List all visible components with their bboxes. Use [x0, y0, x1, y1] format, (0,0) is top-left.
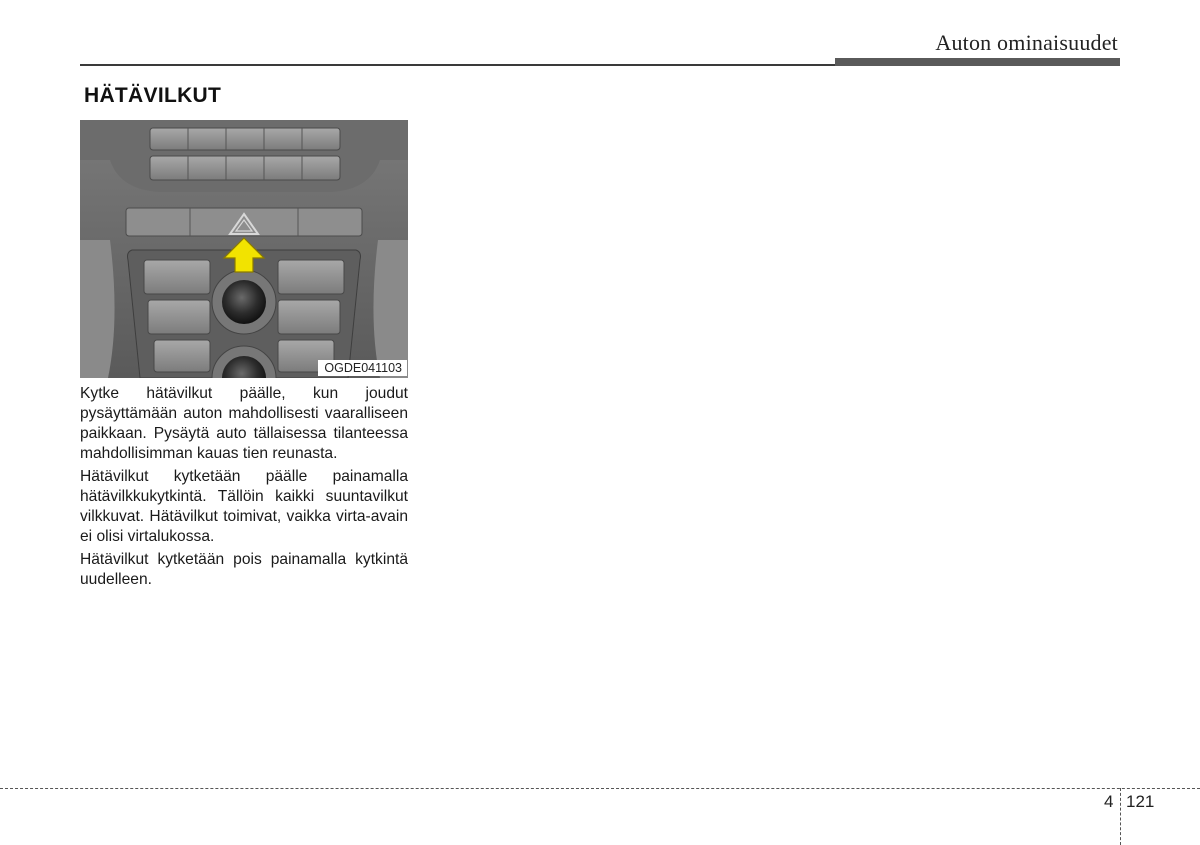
dashboard-figure — [80, 120, 408, 378]
paragraph: Hätävilkut kytketään päälle painamalla hätävilkkukytkintä. Tällöin kaikki suuntavilkut vilkkuvat. Hätävilkut toimivat, vaikka virta-avain ei olisi virtalukossa. — [80, 468, 408, 545]
body-text — [80, 384, 408, 593]
header-rule-thin — [80, 64, 840, 66]
paragraph: Hätävilkut kytketään pois painamalla kytkintä uudelleen. — [80, 551, 408, 588]
page-number: 121 — [1126, 792, 1155, 811]
paragraph: Kytke hätävilkut päälle, kun joudut pysäyttämään auton mahdollisesti vaaralliseen paikkaan. Pysäytä auto tällaisessa tilanteessa mahdollisimman kauas tien reunasta. — [80, 385, 408, 462]
section-title: Auton ominaisuudet — [935, 30, 1118, 55]
figure-code: OGDE041103 — [318, 360, 407, 376]
chapter-number: 4 — [1104, 792, 1114, 811]
page-heading: HÄTÄVILKUT — [84, 84, 222, 107]
header-rule-thick — [835, 58, 1120, 66]
footer-dashed-line — [0, 788, 1200, 789]
footer-chapter-separator — [1120, 788, 1121, 845]
